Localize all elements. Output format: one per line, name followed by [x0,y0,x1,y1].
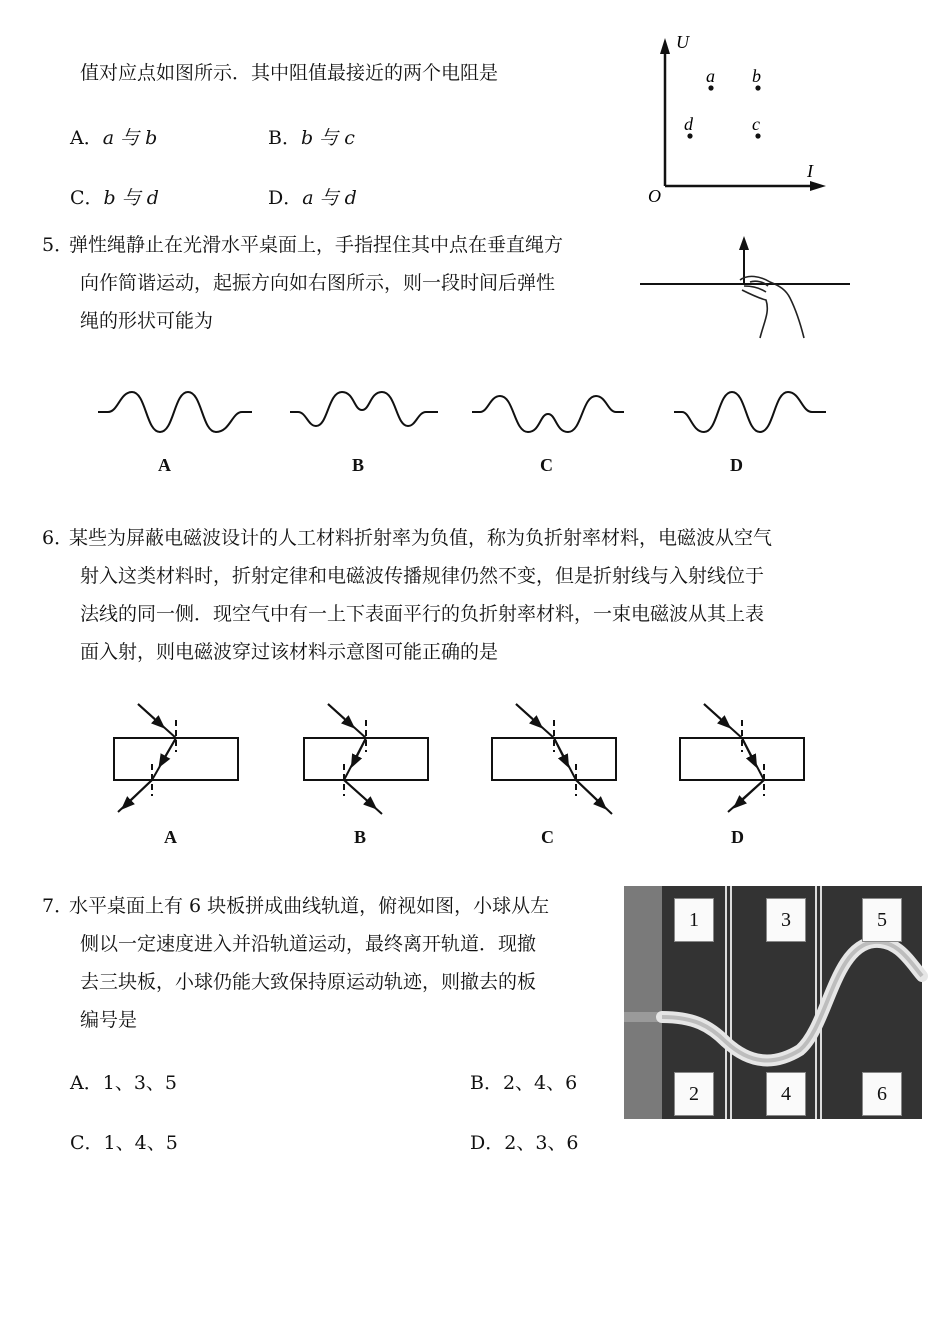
option-letter: C． [70,1132,104,1154]
board-2: 2 [674,1072,714,1116]
board-5: 5 [862,898,902,942]
q6-line-1: 某些为屏蔽电磁波设计的人工材料折射率为负值，称为负折射率材料，电磁波从空气 [69,527,773,549]
q5-line-1: 弹性绳静止在光滑水平桌面上，手指捏住其中点在垂直绳方 [69,234,564,256]
option-text: b 与 c [300,127,355,149]
q7-line-3: 去三块板，小球仍能大致保持原运动轨迹，则撤去的板 [80,971,537,993]
q5-choice-a[interactable]: A [158,455,171,475]
q7-line-2: 侧以一定速度进入并沿轨道运动，最终离开轨道．现撤 [80,933,537,955]
point-b-label: b [752,66,761,86]
y-axis-label: U [676,32,689,52]
q6-choice-b[interactable]: B [354,827,367,847]
q7-track-photo [624,886,922,1119]
q5-line-2: 向作简谐运动，起振方向如右图所示，则一段时间后弹性 [80,272,556,294]
q6-choice-a[interactable]: A [164,827,177,847]
option-letter: B． [470,1072,503,1094]
q6-choice-c[interactable]: C [541,827,554,847]
q7-option-d[interactable] [470,1128,579,1155]
x-axis-label: I [807,161,813,181]
point-d-label: d [684,114,693,134]
q7-line-1: 水平桌面上有 6 块板拼成曲线轨道，俯视如图，小球从左 [69,895,550,917]
option-text: 2、4、6 [502,1072,578,1094]
q7-number: 7． [42,895,74,917]
option-text: a 与 d [302,187,357,209]
diagram-a [114,704,238,812]
diagram-b [304,704,428,814]
q6-number: 6． [42,527,74,549]
option-text: a 与 b [102,127,158,149]
board-4: 4 [766,1072,806,1116]
q4-stem-tail: 值对应点如图所示．其中阻值最接近的两个电阻是 [80,62,499,84]
q7-line-4: 编号是 [80,1009,138,1031]
q7-option-b[interactable] [470,1068,577,1095]
q6-choice-d[interactable]: D [731,827,744,847]
q6-line-4: 面入射，则电磁波穿过该材料示意图可能正确的是 [80,641,499,663]
q5-choice-d[interactable]: D [730,455,743,475]
option-text: b 与 d [103,187,159,209]
point-c-label: c [752,114,760,134]
board-1: 1 [674,898,714,942]
option-letter: A． [70,127,103,149]
diagram-c [492,704,616,814]
option-text: 1、4、5 [103,1132,178,1154]
point-a-label: a [706,66,715,86]
board-6: 6 [862,1072,902,1116]
option-letter: A． [70,1072,103,1094]
option-text: 1、3、5 [102,1072,177,1094]
board-3: 3 [766,898,806,942]
q6-line-2: 射入这类材料时，折射定律和电磁波传播规律仍然不变，但是折射线与入射线位于 [80,565,765,587]
q7-option-a[interactable] [70,1068,177,1095]
option-text: 2、3、6 [504,1132,579,1154]
q5-number: 5． [42,234,74,256]
q5-choice-c[interactable]: C [540,455,553,475]
q7-option-c[interactable] [70,1128,178,1155]
origin-label: O [648,186,661,206]
option-letter: D． [470,1132,505,1154]
q6-line-3: 法线的同一侧．现空气中有一上下表面平行的负折射率材料，一束电磁波从其上表 [80,603,765,625]
option-letter: D． [268,187,303,209]
q5-choice-b[interactable]: B [352,455,365,475]
option-letter: B． [268,127,301,149]
q5-line-3: 绳的形状可能为 [80,310,214,332]
diagram-d [680,704,804,812]
option-letter: C． [70,187,104,209]
